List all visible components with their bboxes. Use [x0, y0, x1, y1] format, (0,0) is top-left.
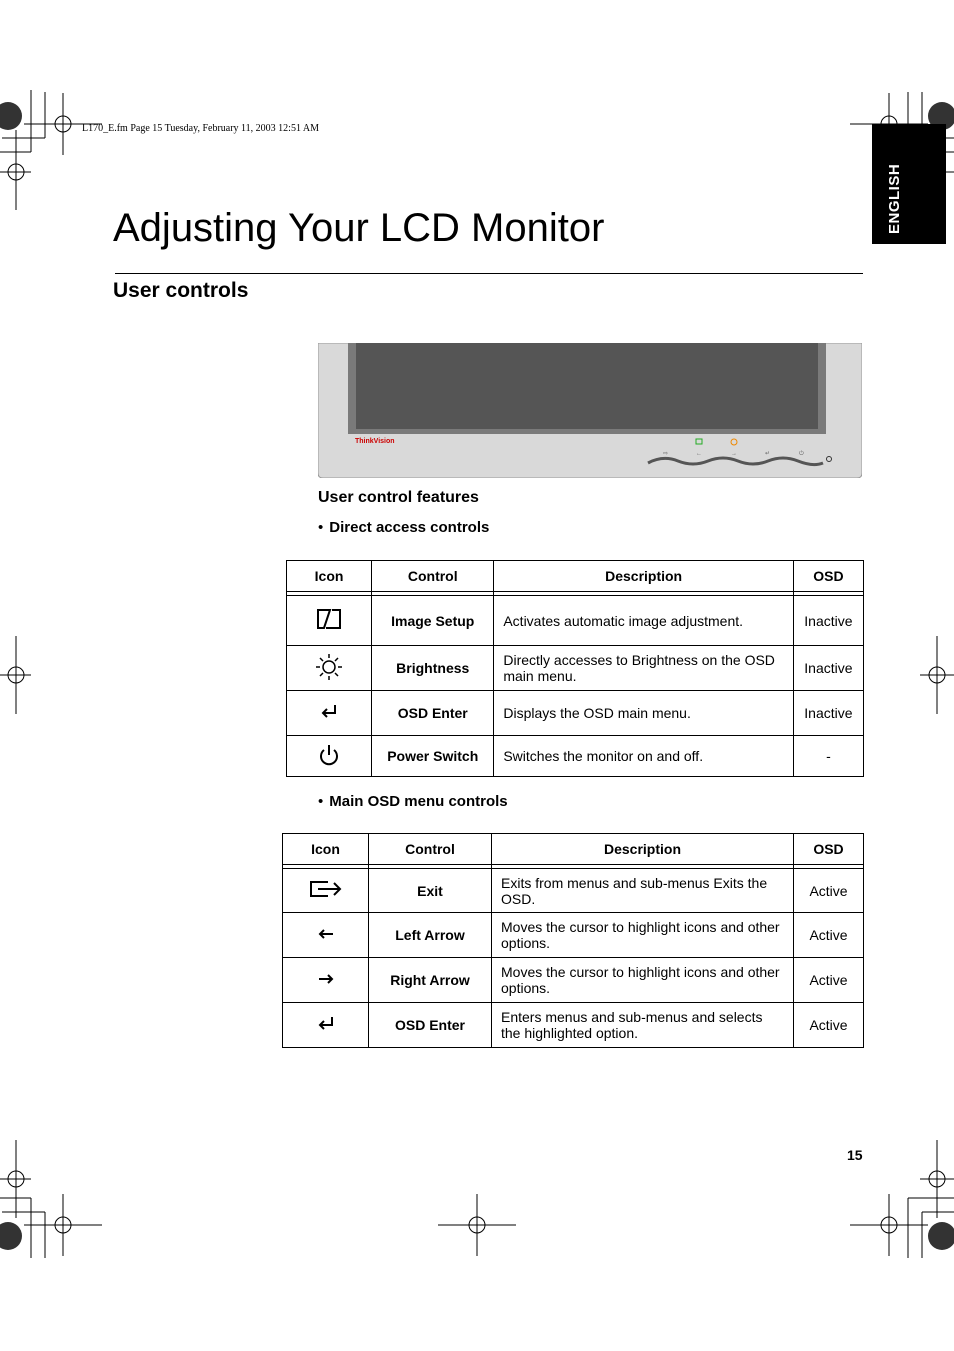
main-osd-bullet-label: Main OSD menu controls [329, 793, 508, 810]
right-arrow-icon [317, 973, 335, 985]
direct-bullet-label: Direct access controls [329, 519, 490, 536]
image-setup-icon [314, 608, 344, 630]
exit-icon [308, 878, 344, 900]
table-row [287, 646, 864, 691]
control-name: Left Arrow [369, 913, 492, 958]
osd-state: Inactive [793, 691, 863, 736]
enter-icon [316, 1015, 336, 1033]
table-row [283, 913, 864, 958]
control-description: Moves the cursor to highlight icons and other options. [492, 958, 794, 1003]
svg-text:⇨: ⇨ [663, 451, 669, 457]
control-name: OSD Enter [372, 691, 494, 736]
control-name: Image Setup [372, 596, 494, 646]
control-name: Brightness [372, 646, 494, 691]
osd-state: Active [794, 913, 864, 958]
control-description: Exits from menus and sub-menus Exits the OSD. [492, 869, 794, 913]
column-header: OSD [794, 834, 864, 865]
title-rule [115, 273, 863, 274]
column-header: Control [372, 561, 494, 592]
control-description: Enters menus and sub-menus and selects the highlighted option. [492, 1003, 794, 1048]
language-tab [872, 124, 946, 244]
table-row [283, 1003, 864, 1048]
column-header: Icon [287, 561, 372, 592]
table-header-row [287, 561, 864, 592]
main-osd-bullet: • Main OSD menu controls [318, 793, 508, 810]
osd-state: Inactive [793, 646, 863, 691]
osd-state: - [793, 736, 863, 777]
section-title: User controls [113, 279, 249, 302]
brightness-icon [315, 653, 343, 681]
table-row [283, 869, 864, 913]
table-row [287, 736, 864, 777]
table-row [283, 958, 864, 1003]
control-description: Switches the monitor on and off. [494, 736, 794, 777]
column-header: Description [494, 561, 794, 592]
column-header: OSD [793, 561, 863, 592]
enter-icon [319, 703, 339, 721]
svg-text:⏻: ⏻ [799, 451, 804, 457]
monitor-brand: ThinkVision [355, 438, 395, 445]
page-title: Adjusting Your LCD Monitor [113, 206, 605, 250]
column-header: Icon [283, 834, 369, 865]
left-arrow-icon [317, 928, 335, 940]
control-name: OSD Enter [369, 1003, 492, 1048]
osd-state: Inactive [793, 596, 863, 646]
control-name: Power Switch [372, 736, 494, 777]
table-row [287, 691, 864, 736]
features-title: User control features [318, 489, 479, 506]
column-header: Description [492, 834, 794, 865]
svg-text:→: → [731, 451, 737, 457]
direct-bullet: • Direct access controls [318, 519, 490, 536]
page-number: 15 [847, 1147, 863, 1163]
control-description: Displays the OSD main menu. [494, 691, 794, 736]
control-name: Exit [369, 869, 492, 913]
control-description: Activates automatic image adjustment. [494, 596, 794, 646]
control-description: Directly accesses to Brightness on the OSD main menu. [494, 646, 794, 691]
svg-text:←: ← [696, 451, 702, 457]
language-tab-label: ENGLISH [886, 163, 903, 234]
table-header-row [283, 834, 864, 865]
power-icon [318, 743, 340, 767]
osd-state: Active [794, 1003, 864, 1048]
table-row [287, 596, 864, 646]
column-header: Control [369, 834, 492, 865]
control-description: Moves the cursor to highlight icons and other options. [492, 913, 794, 958]
main-osd-controls-table [282, 833, 864, 1048]
control-name: Right Arrow [369, 958, 492, 1003]
svg-text:↵: ↵ [765, 451, 771, 457]
direct-controls-table [286, 560, 864, 777]
osd-state: Active [794, 869, 864, 913]
monitor-illustration [318, 343, 862, 478]
osd-state: Active [794, 958, 864, 1003]
file-header: L170_E.fm Page 15 Tuesday, February 11, 2003 12:51 AM [82, 123, 320, 134]
